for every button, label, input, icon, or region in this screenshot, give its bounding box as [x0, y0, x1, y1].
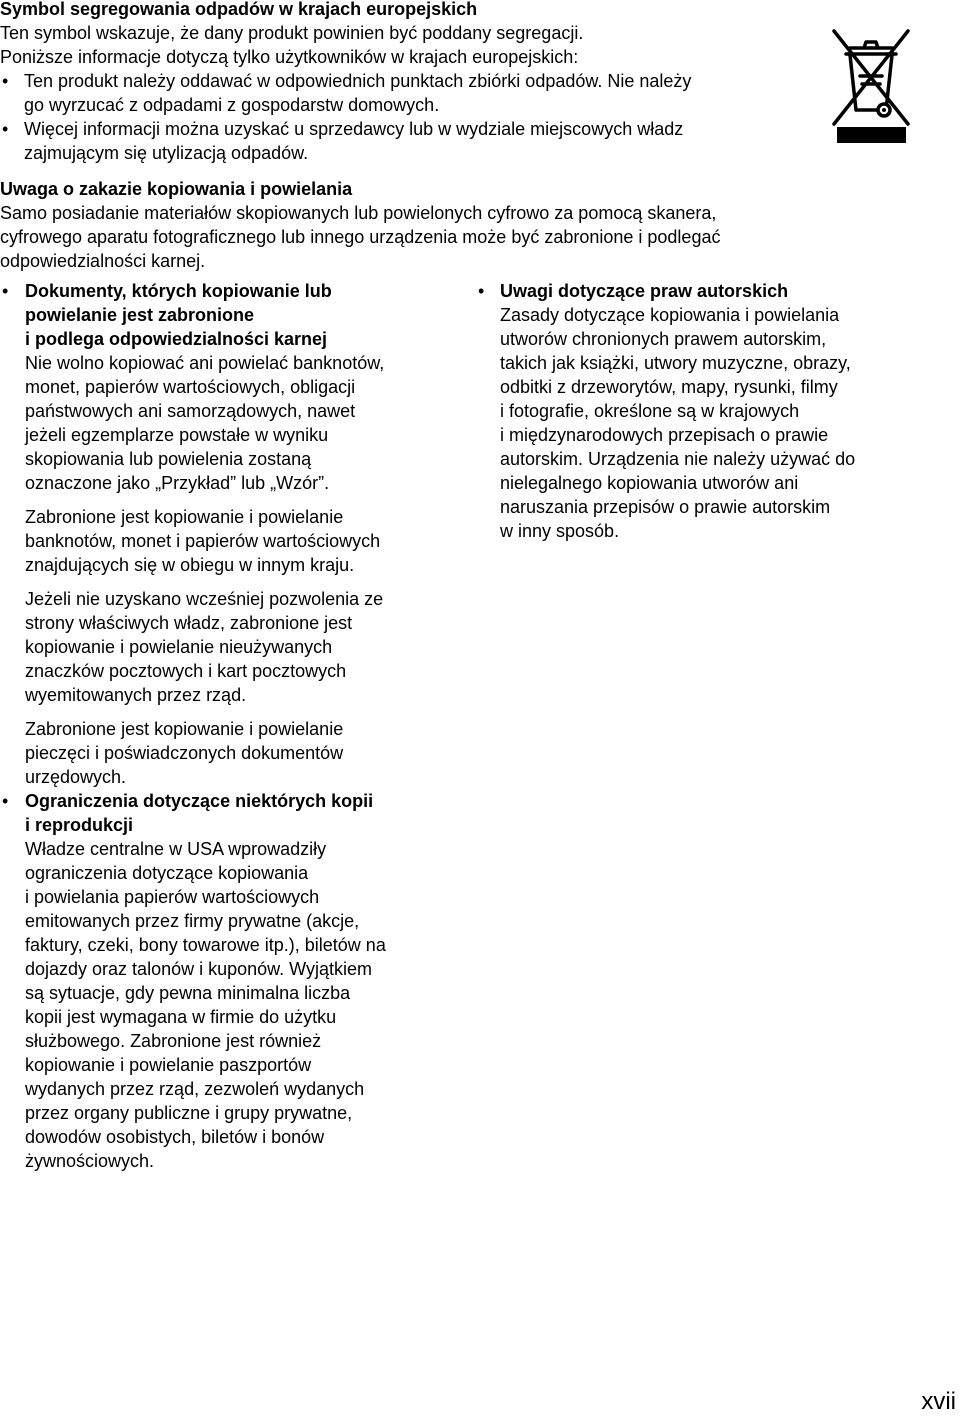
documents-p3-line: wyemitowanych przez rząd. — [25, 685, 247, 705]
documents-p1-line: monet, papierów wartościowych, obligacji — [25, 377, 356, 397]
restrictions-p1-line: emitowanych przez firmy prywatne (akcje, — [25, 911, 360, 931]
copyright-p1-line: utworów chronionych prawem autorskim, — [500, 329, 827, 349]
documents-p2-line: banknotów, monet i papierów wartościowych — [25, 531, 381, 551]
documents-p2-line: Zabronione jest kopiowanie i powielanie — [25, 507, 344, 527]
bullet-icon: • — [2, 119, 9, 139]
waste-line-1: Ten symbol wskazuje, że dany produkt powinien być poddany segregacji. — [0, 23, 584, 43]
copyright-heading: Uwagi dotyczące praw autorskich — [500, 281, 789, 301]
copyright-p1-line: Zasady dotyczące kopiowania i powielania — [500, 305, 840, 325]
waste-bullet-1-line-1: Ten produkt należy oddawać w odpowiednich punktach zbiórki odpadów. Nie należy — [24, 71, 692, 91]
documents-p1-line: oznaczone jako „Przykład” lub „Wzór”. — [25, 473, 330, 493]
page-number: xvii — [921, 1388, 956, 1415]
restrictions-p1-line: i powielania papierów wartościowych — [25, 887, 320, 907]
documents-p1-line: jeżeli egzemplarze powstałe w wyniku — [25, 425, 329, 445]
bullet-icon: • — [478, 281, 485, 301]
paragraph-gap — [25, 707, 470, 717]
restrictions-p1-line: żywnościowych. — [25, 1151, 155, 1171]
copyright-p1-line: odbitki z drzeworytów, mapy, rysunki, filmy — [500, 377, 838, 397]
bullet-icon: • — [2, 281, 9, 301]
documents-p3-line: kopiowanie i powielanie nieużywanych — [25, 637, 333, 657]
copyright-p1-line: i fotografie, określone są w krajowych — [500, 401, 800, 421]
documents-heading-line-1: Dokumenty, których kopiowanie lub — [25, 281, 332, 301]
documents-p4-line: Zabronione jest kopiowanie i powielanie — [25, 719, 344, 739]
documents-p1-line: państwowych ani samorządowych, nawet — [25, 401, 356, 421]
restrictions-p1-line: faktury, czeki, bony towarowe itp.), biletów na — [25, 935, 386, 955]
restrictions-p1-line: kopiowanie i powielanie paszportów — [25, 1055, 312, 1075]
paragraph-gap — [25, 495, 470, 505]
restrictions-p1-line: dowodów osobistych, biletów i bonów — [25, 1127, 325, 1147]
waste-title: Symbol segregowania odpadów w krajach europejskich — [0, 0, 478, 19]
documents-p3-line: znaczków pocztowych i kart pocztowych — [25, 661, 347, 681]
documents-p3-line: strony właściwych władz, zabronione jest — [25, 613, 353, 633]
documents-p4-line: pieczęci i poświadczonych dokumentów — [25, 743, 344, 763]
copy-notice-title: Uwaga o zakazie kopiowania i powielania — [0, 179, 353, 199]
restrictions-p1-line: są sytuacje, gdy pewna minimalna liczba — [25, 983, 351, 1003]
waste-bullet-2-line-1: Więcej informacji można uzyskać u sprzedawcy lub w wydziale miejscowych władz — [24, 119, 684, 139]
copyright-p1-line: nielegalnego kopiowania utworów ani — [500, 473, 799, 493]
restrictions-p1-line: Władze centralne w USA wprowadziły — [25, 839, 327, 859]
copyright-p1-line: takich jak książki, utwory muzyczne, obrazy, — [500, 353, 851, 373]
left-column — [0, 279, 470, 1173]
waste-bullet-1 — [0, 69, 820, 117]
paragraph-gap — [25, 577, 470, 587]
waste-bullet-1-line-2: go wyrzucać z odpadami z gospodarstw domowych. — [24, 95, 440, 115]
copy-notice-line-1: Samo posiadanie materiałów skopiowanych lub powielonych cyfrowo za pomocą skanera, — [0, 203, 717, 223]
documents-p1-line: skopiowania lub powielenia zostaną — [25, 449, 312, 469]
bullet-icon: • — [2, 71, 9, 91]
copyright-p1-line: w inny sposób. — [500, 521, 620, 541]
restrictions-p1-line: przez organy publiczne i grupy prywatne, — [25, 1103, 353, 1123]
copyright-p1-line: i międzynarodowych przepisach o prawie — [500, 425, 829, 445]
crossed-out-wheelie-bin-icon — [828, 28, 914, 146]
documents-heading-line-2: powielanie jest zabronione — [25, 305, 255, 325]
waste-bullet-2 — [0, 117, 820, 165]
restrictions-p1-line: dojazdy oraz talonów i kuponów. Wyjątkiem — [25, 959, 373, 979]
bullet-icon: • — [2, 791, 9, 811]
restrictions-p1-line: wydanych przez rząd, zezwoleń wydanych — [25, 1079, 365, 1099]
waste-line-2: Poniższe informacje dotyczą tylko użytkowników w krajach europejskich: — [0, 47, 579, 67]
documents-item — [0, 279, 470, 789]
restrictions-heading-line-2: i reprodukcji — [25, 815, 134, 835]
copyright-item — [476, 279, 956, 543]
documents-p2-line: znajdujących się w obiegu w innym kraju. — [25, 555, 355, 575]
copyright-p1-line: autorskim. Urządzenia nie należy używać do — [500, 449, 856, 469]
restrictions-p1-line: ograniczenia dotyczące kopiowania — [25, 863, 309, 883]
waste-bullet-2-line-2: zajmującym się utylizacją odpadów. — [24, 143, 309, 163]
restrictions-heading-line-1: Ograniczenia dotyczące niektórych kopii — [25, 791, 374, 811]
documents-p1-line: Nie wolno kopiować ani powielać banknotów, — [25, 353, 385, 373]
copy-notice-line-3: odpowiedzialności karnej. — [0, 251, 206, 271]
restrictions-p1-line: służbowego. Zabronione jest również — [25, 1031, 322, 1051]
documents-p3-line: Jeżeli nie uzyskano wcześniej pozwolenia ze — [25, 589, 384, 609]
copyright-p1-line: naruszania przepisów o prawie autorskim — [500, 497, 831, 517]
waste-symbol-section — [0, 0, 820, 165]
documents-p4-line: urzędowych. — [25, 767, 127, 787]
copy-notice-line-2: cyfrowego aparatu fotograficznego lub innego urządzenia może być zabronione i podlegać — [0, 227, 721, 247]
documents-heading-line-3: i podlega odpowiedzialności karnej — [25, 329, 328, 349]
right-column — [476, 279, 956, 543]
copy-notice-section — [0, 177, 960, 273]
restrictions-item — [0, 789, 470, 1173]
restrictions-p1-line: kopii jest wymagana w firmie do użytku — [25, 1007, 337, 1027]
